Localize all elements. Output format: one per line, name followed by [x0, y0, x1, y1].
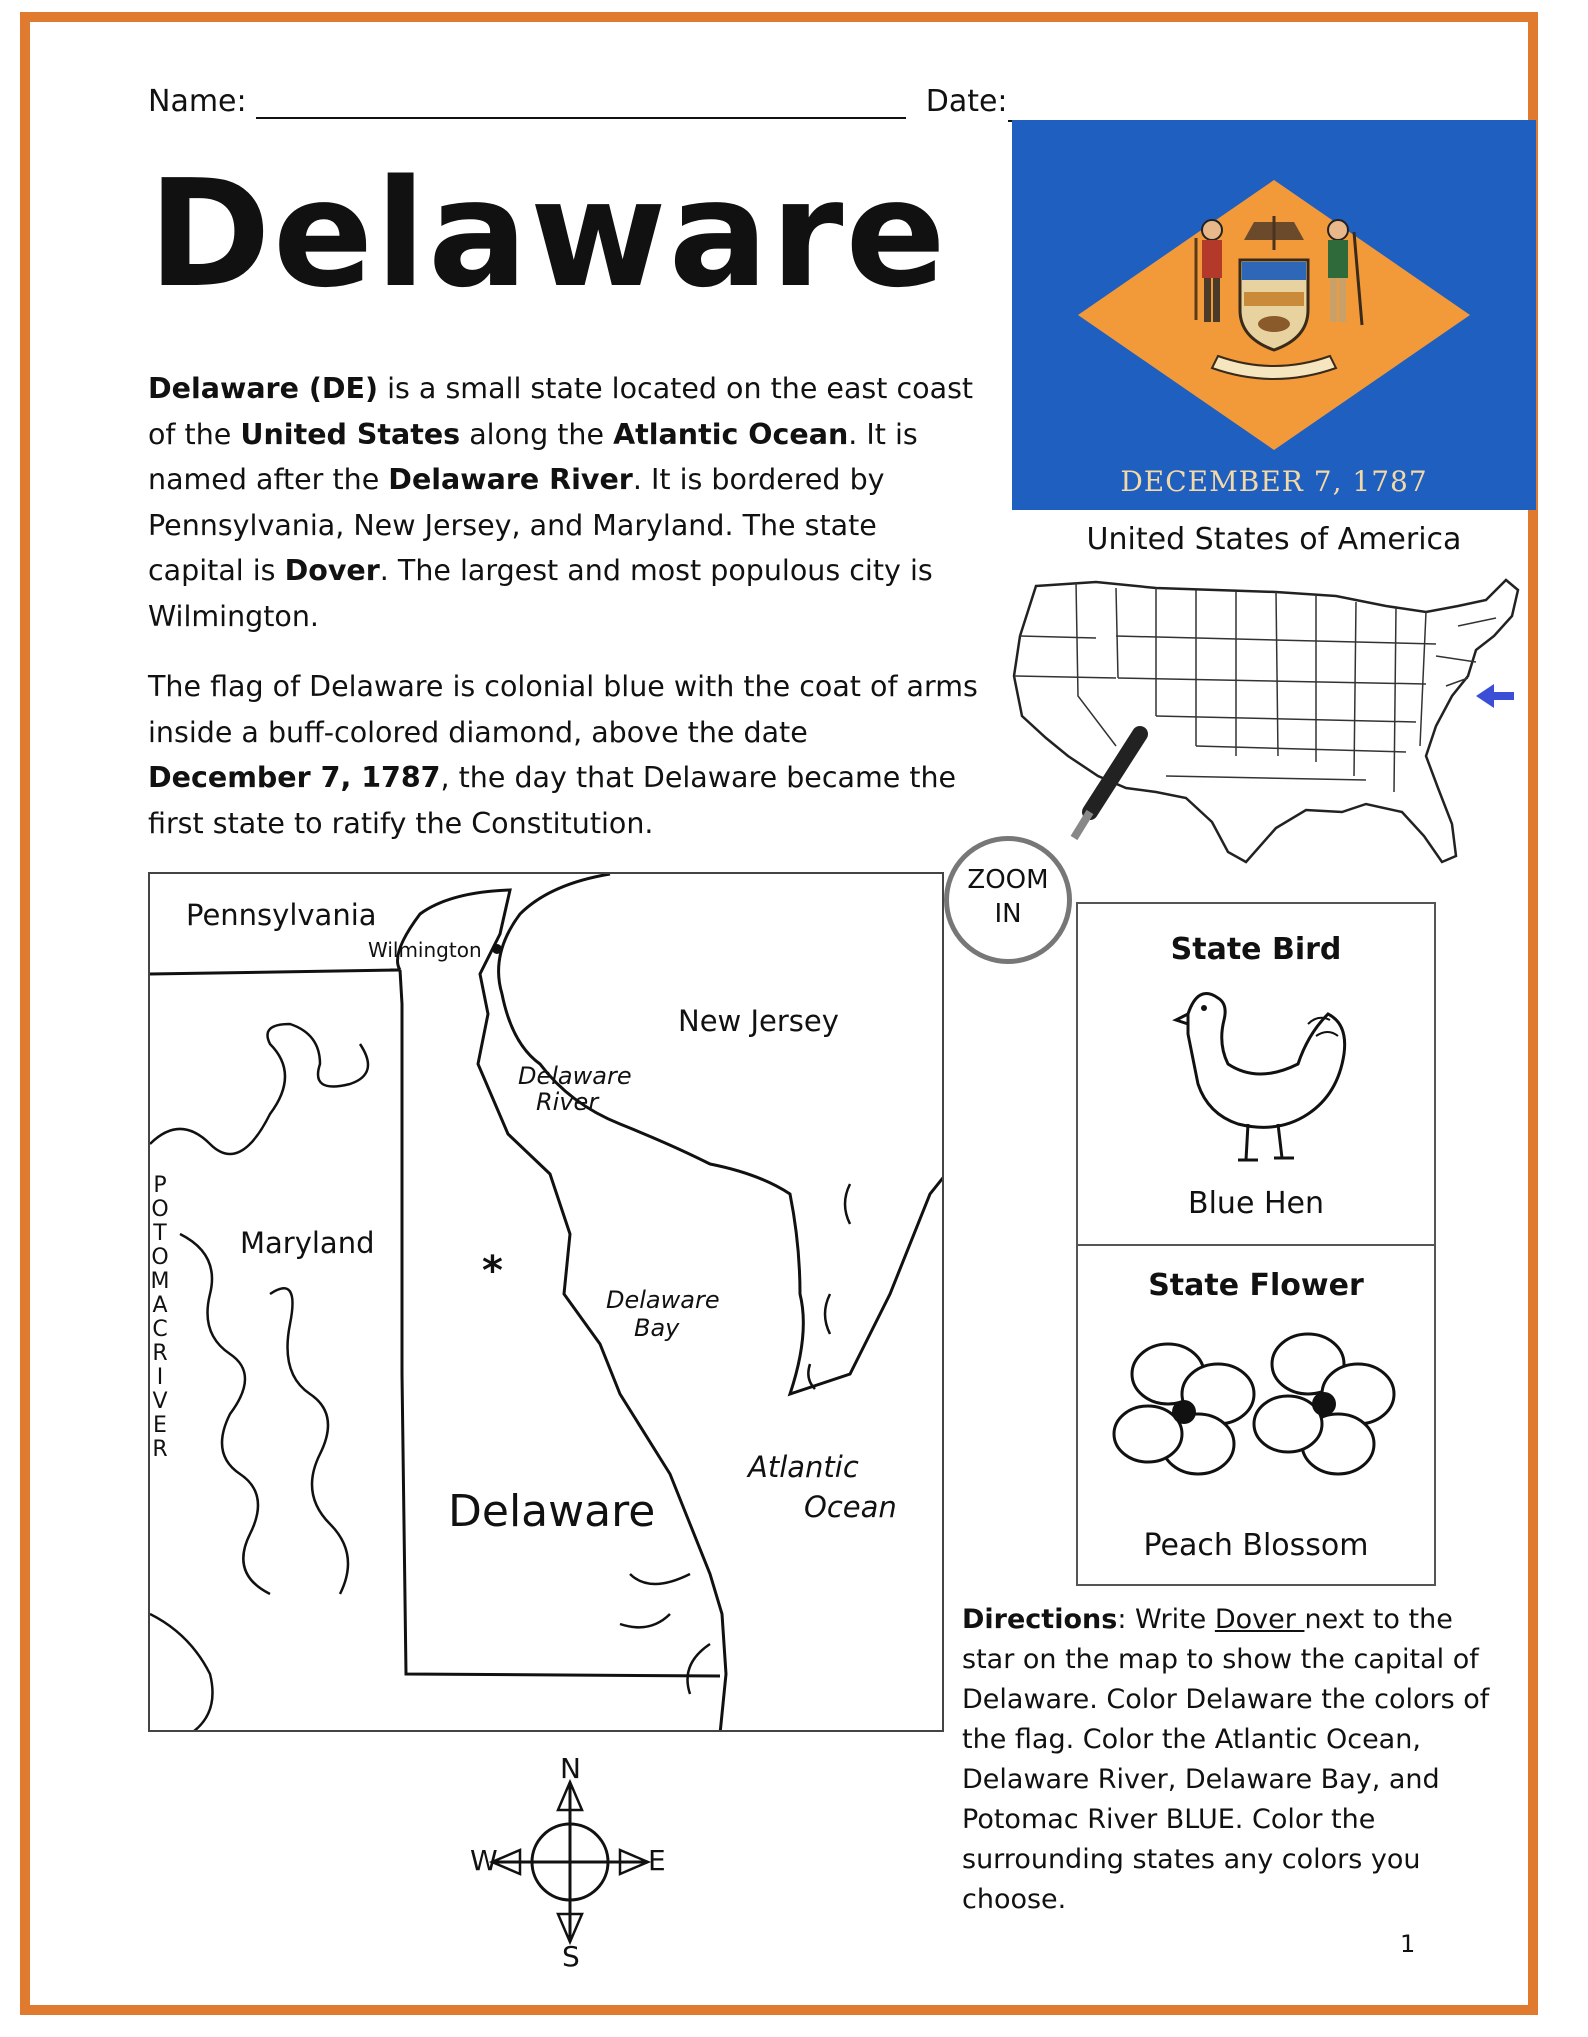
- directions-text: next to the star on the map to show the capital of Delaware. Color Delaware the colors of the flag. Color the Atlantic Ocean, Delaware River, Delaware Bay, and Potomac River BLUE. Color the surrounding states any colors you choose.: [962, 1604, 1490, 1915]
- intro-river: Delaware River: [388, 463, 633, 496]
- magnifier-handle-icon: [1040, 720, 1160, 860]
- state-flower-name: Peach Blossom: [1143, 1528, 1369, 1563]
- page-number: 1: [1400, 1930, 1416, 1958]
- state-flower-title: State Flower: [1148, 1268, 1364, 1303]
- arrow-icon: [1476, 684, 1514, 708]
- flag-date: DECEMBER 7, 1787: [1120, 465, 1428, 498]
- label-atlantic-1: Atlantic: [748, 1450, 859, 1484]
- intro-ocean: Atlantic Ocean: [613, 417, 849, 451]
- directions-dover: Dover: [1214, 1604, 1305, 1635]
- intro-us: United States: [240, 417, 461, 451]
- zoom-in-magnifier: [944, 836, 1072, 964]
- label-pennsylvania: Pennsylvania: [186, 898, 377, 932]
- state-bird-name: Blue Hen: [1188, 1186, 1324, 1221]
- label-potomac-river: POTOMAC RIVER: [150, 1173, 170, 1462]
- intro-state-name: Delaware (DE): [148, 372, 379, 405]
- intro-text: along the: [460, 417, 614, 451]
- delaware-map-drawing: [150, 874, 944, 1732]
- state-bird-title: State Bird: [1170, 932, 1342, 967]
- date-label: Date:: [925, 84, 1008, 119]
- directions-label: Directions: [962, 1604, 1118, 1635]
- intro-capital: Dover: [284, 554, 380, 587]
- delaware-map[interactable]: [148, 872, 944, 1732]
- peach-blossom-icon: [1098, 1304, 1418, 1514]
- label-maryland: Maryland: [240, 1226, 375, 1260]
- flag-paragraph: [148, 664, 978, 846]
- label-wilmington: Wilmington: [368, 938, 482, 962]
- intro-text: . It is named after the: [148, 417, 918, 496]
- label-delaware: Delaware: [448, 1486, 656, 1537]
- directions-text: : Write: [1117, 1604, 1215, 1635]
- flag-date-bold: December 7, 1787: [148, 761, 441, 794]
- state-symbols-box: [1076, 902, 1436, 1586]
- compass-rose: [470, 1752, 670, 1972]
- label-delaware-river-2: River: [536, 1088, 599, 1116]
- name-blank-line[interactable]: [256, 87, 906, 119]
- hen-icon: [1158, 974, 1358, 1174]
- directions: [962, 1600, 1502, 1920]
- delaware-flag: [1012, 120, 1536, 510]
- intro-text: . The largest and most populous city is Wilmington.: [148, 554, 933, 633]
- compass-icon: [470, 1752, 670, 1972]
- compass-e: E: [648, 1844, 666, 1877]
- label-delaware-river-1: Delaware: [518, 1062, 632, 1090]
- name-date-row: [148, 84, 1008, 124]
- zoom-line2: IN: [994, 899, 1022, 929]
- capital-star-icon[interactable]: *: [482, 1248, 503, 1294]
- wilmington-dot: [492, 944, 502, 954]
- page-title: Delaware: [148, 148, 948, 320]
- usa-map-title: United States of America: [1086, 522, 1462, 557]
- date-blank-line[interactable]: [1008, 90, 1418, 122]
- label-atlantic-2: Ocean: [804, 1490, 897, 1524]
- compass-s: S: [562, 1940, 580, 1973]
- label-new-jersey: New Jersey: [678, 1004, 839, 1038]
- label-delaware-bay-1: Delaware: [606, 1286, 720, 1314]
- intro-text: is a small state located on the east coast of the: [148, 372, 974, 451]
- intro-paragraph: [148, 366, 978, 639]
- name-label: Name:: [148, 84, 247, 119]
- zoom-line1: ZOOM: [967, 865, 1049, 895]
- label-delaware-bay-2: Bay: [634, 1314, 680, 1342]
- flag-text: The flag of Delaware is colonial blue with the coat of arms inside a buff-colored diamond, above the date: [148, 670, 978, 749]
- symbols-divider: [1078, 1244, 1434, 1246]
- flag-text: , the day that Delaware became the first state to ratify the Constitution.: [148, 761, 957, 840]
- flag-emblem: [1012, 120, 1536, 510]
- compass-w: W: [470, 1844, 498, 1877]
- compass-n: N: [560, 1752, 581, 1785]
- intro-text: . It is bordered by Pennsylvania, New Jersey, and Maryland. The state capital is: [148, 463, 885, 587]
